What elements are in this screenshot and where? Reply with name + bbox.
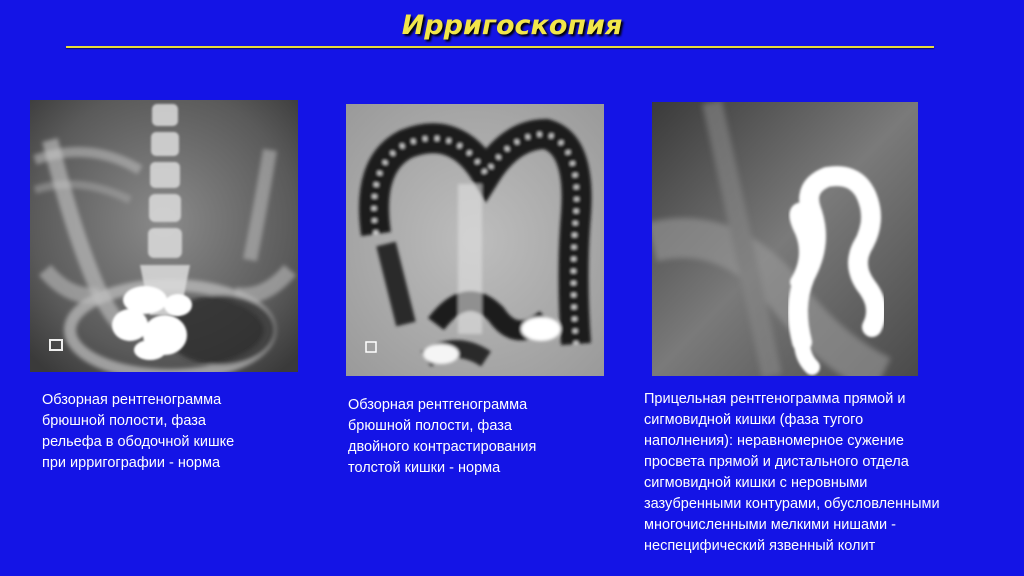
caption-line: Обзорная рентгенограмма — [348, 397, 528, 413]
xray-image-double-contrast — [346, 104, 604, 376]
caption-line: брюшной полости, фаза — [42, 413, 206, 429]
caption-line: рельефа в ободочной кишке — [42, 434, 235, 450]
xray-image-relief-phase — [30, 100, 298, 372]
caption-rectum-sigmoid — [644, 389, 1016, 557]
slide-title: Ирригоскопия — [401, 10, 623, 41]
caption-line: при ирригографии - норма — [42, 455, 221, 471]
caption-line: сигмовидной кишки с неровными — [644, 475, 868, 491]
xray-image-rectum-sigmoid — [652, 102, 918, 376]
caption-line: зазубренными контурами, обусловленными — [644, 496, 940, 512]
caption-line: сигмовидной кишки (фаза тугого — [644, 412, 864, 428]
caption-line: просвета прямой и дистального отдела — [644, 454, 909, 470]
caption-line: двойного контрастирования — [348, 439, 537, 455]
caption-line: брюшной полости, фаза — [348, 418, 512, 434]
caption-line: толстой кишки - норма — [348, 460, 501, 476]
caption-line: многочисленными мелкими нишами - — [644, 517, 897, 533]
title-underline — [66, 46, 934, 48]
caption-line: Прицельная рентгенограмма прямой и — [644, 391, 906, 407]
caption-line: неспецифический язвенный колит — [644, 538, 876, 554]
caption-double-contrast — [348, 395, 610, 479]
caption-line: Обзорная рентгенограмма — [42, 392, 222, 408]
caption-line: наполнения): неравномерное сужение — [644, 433, 904, 449]
caption-relief-phase — [42, 390, 304, 474]
